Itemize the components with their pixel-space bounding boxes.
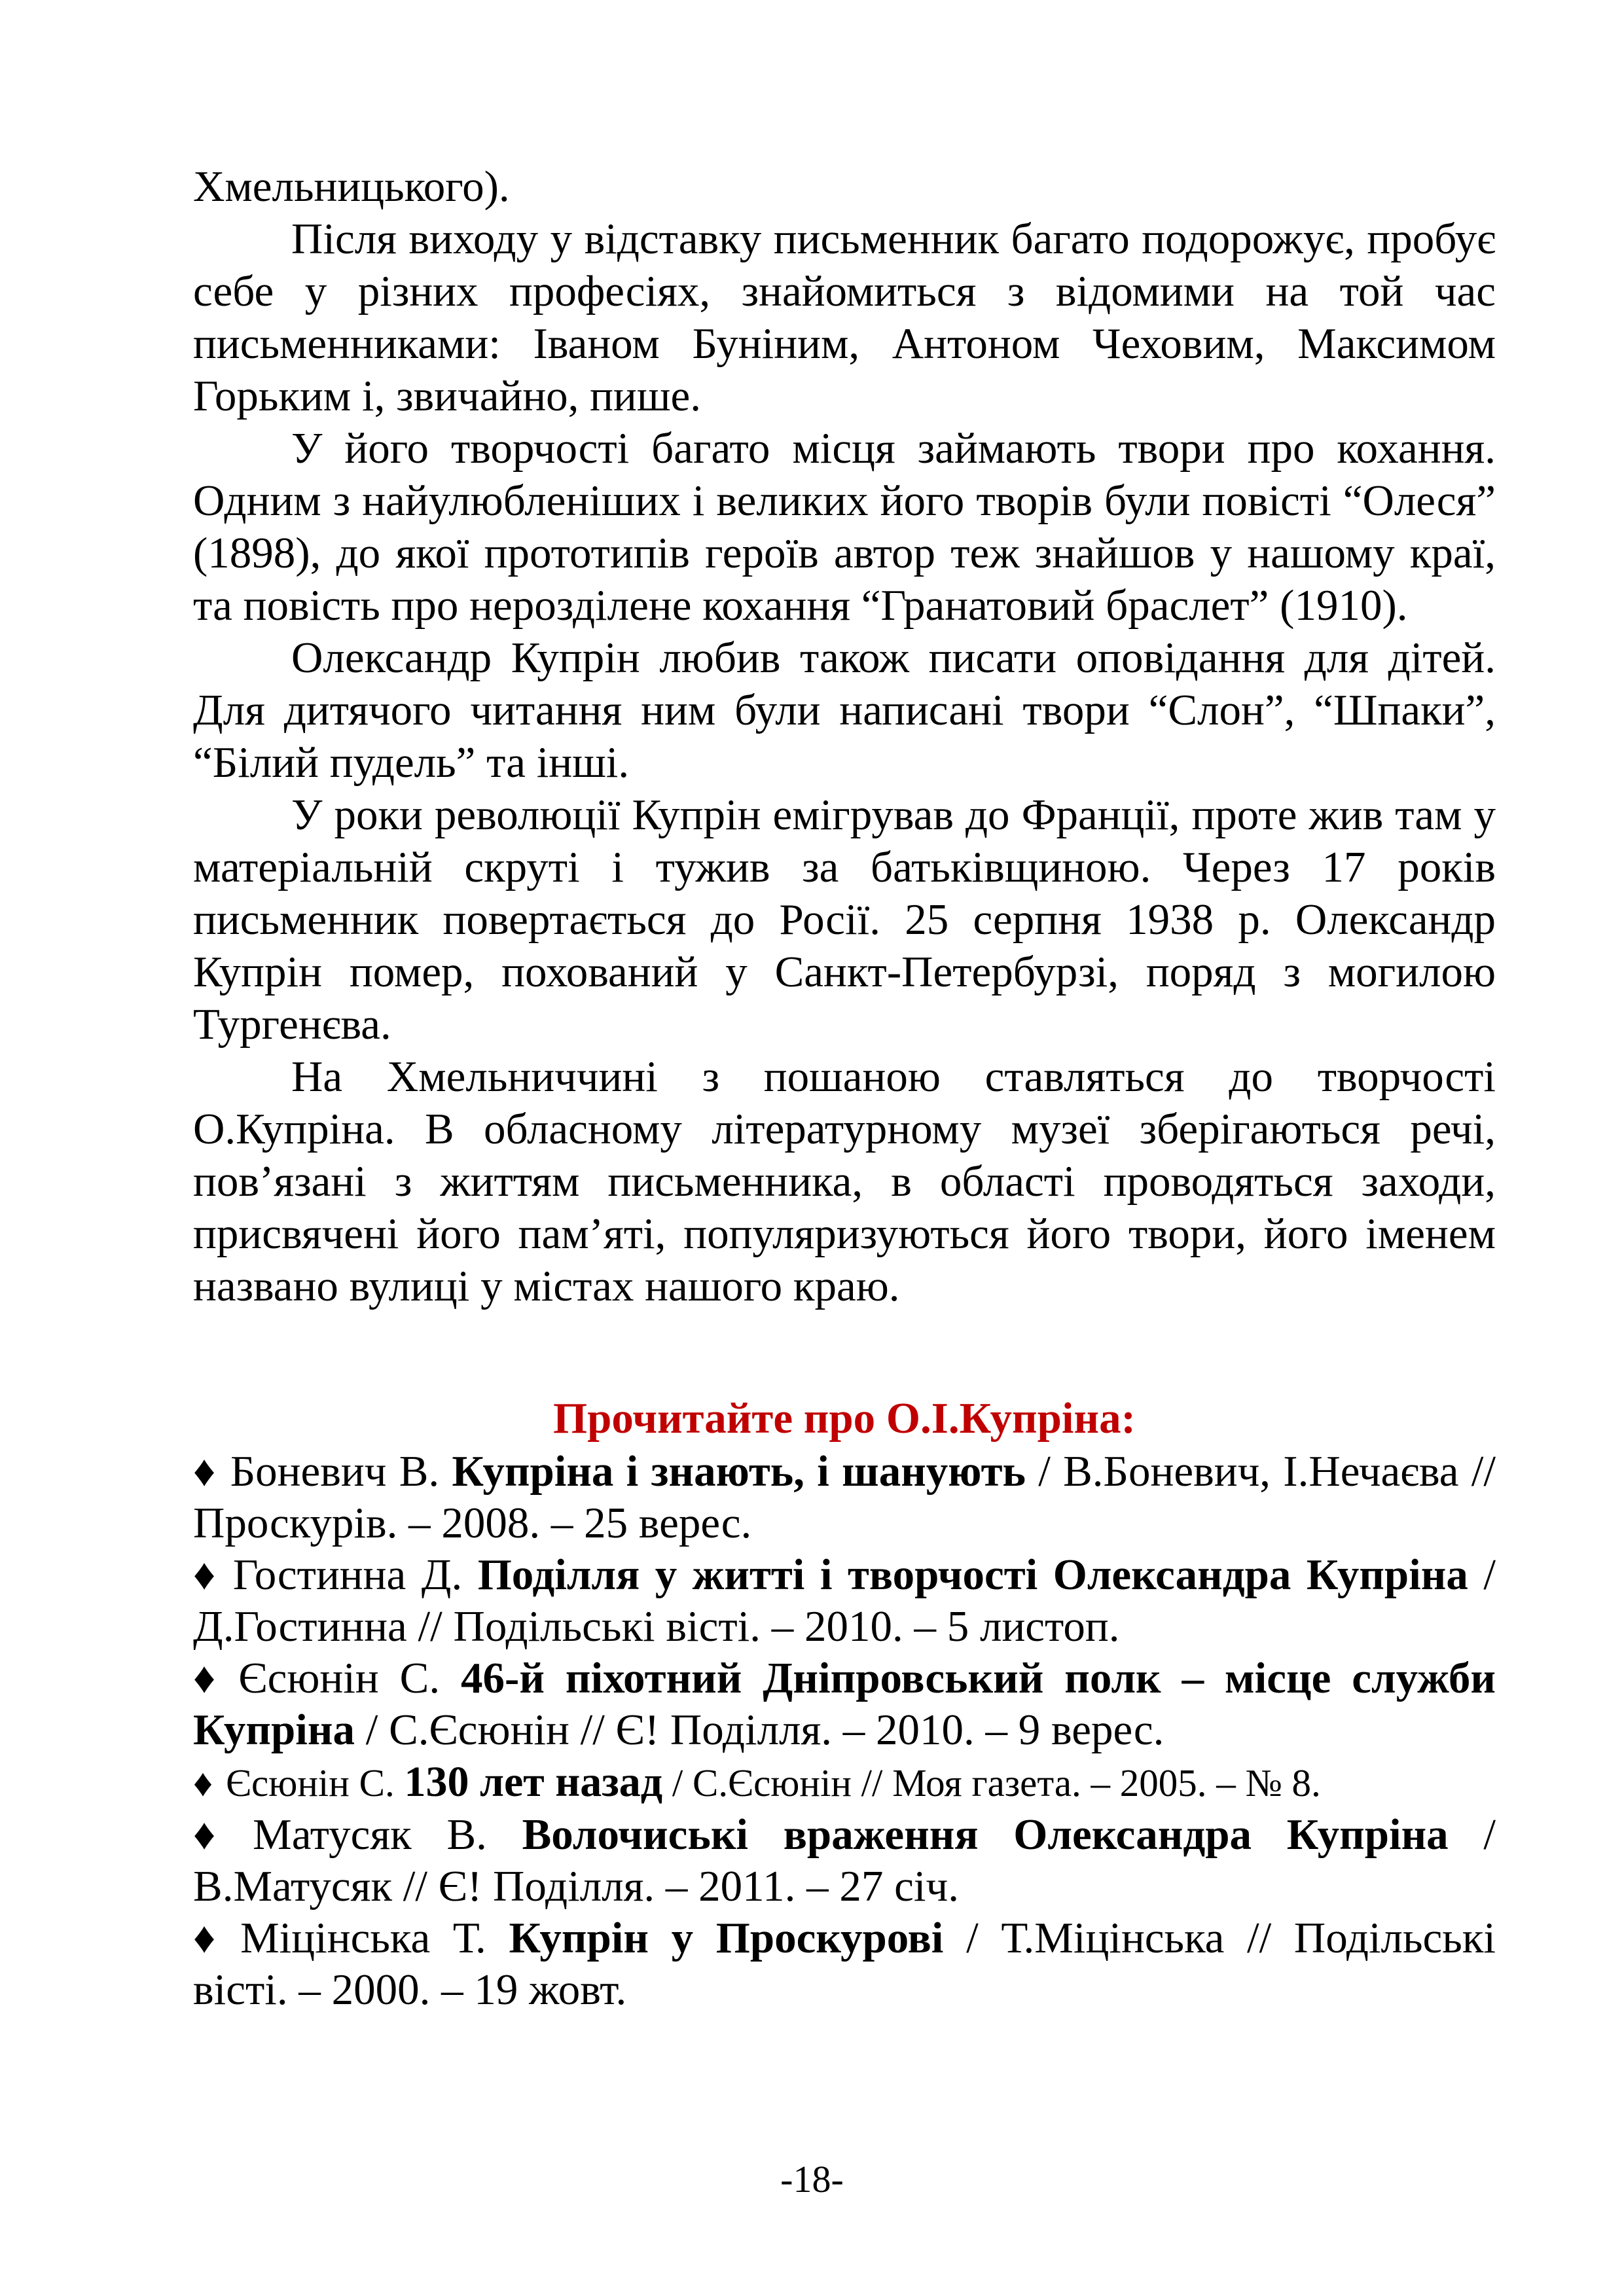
bibliography-title: Купрін у Проскурові — [509, 1914, 944, 1962]
bibliography-item — [193, 1446, 1496, 1549]
bibliography-source: / Т.Міцінська // Подільські вісті. – 2000. – 19 жовт. — [193, 1914, 1496, 2014]
bibliography-author: Єсюнін С. — [226, 1761, 395, 1804]
bibliography-title: Поділля у житті і творчості Олександра Купріна — [477, 1551, 1468, 1599]
paragraph-love-works: У його творчості багато місця займають твори про кохання. Одним з найулюбленіших і великих його творів були повісті “Олеся” (1898), до якої прототипів героїв автор теж знайшов у нашому краї, та повість про нерозділене кохання “Гранатовий браслет” (1910). — [193, 424, 1496, 630]
paragraph-khmelnychchyna: На Хмельниччині з пошаною ставляться до творчості О.Купріна. В обласному літературному музеї зберігаються речі, пов’язані з життям письменника, в області проводяться заходи, присвячені його пам’яті, популяризуються його твори, його іменем названо вулиці у містах нашого краю. — [193, 1052, 1496, 1310]
diamond-bullet-icon: ♦ — [193, 1654, 226, 1702]
bibliography-author: Гостинна Д. — [232, 1551, 463, 1599]
diamond-bullet-icon: ♦ — [193, 1447, 217, 1496]
paragraph-travels: Після виходу у відставку письменник багато подорожує, пробує себе у різних професіях, знайомиться з відомими на той час письменниками: Іваном Буніним, Антоном Чеховим, Максимом Горьким і, звичайно, пише. — [193, 215, 1496, 420]
bibliography-title: Волочиські враження Олександра Купріна — [522, 1810, 1449, 1859]
diamond-bullet-icon: ♦ — [193, 1810, 240, 1859]
bibliography-author: Матусяк В. — [253, 1810, 487, 1859]
bibliography-item — [193, 1912, 1496, 2016]
bibliography-title: Купріна і знають, і шанують — [452, 1447, 1026, 1496]
bibliography-item — [193, 1756, 1496, 1809]
page-body — [193, 160, 1496, 2016]
bibliography-author: Боневич В. — [230, 1447, 440, 1496]
bibliography-item — [193, 1809, 1496, 1912]
bibliography-source: / С.Єсюнін // Є! Поділля. – 2010. – 9 верес. — [365, 1706, 1164, 1754]
bibliography-title: 130 лет назад — [404, 1758, 663, 1806]
diamond-bullet-icon: ♦ — [193, 1761, 213, 1804]
diamond-bullet-icon: ♦ — [193, 1914, 228, 1962]
bibliography-item — [193, 1653, 1496, 1756]
paragraph-continuation: Хмельницького). — [193, 162, 510, 211]
bibliography-source: / В.Матусяк // Є! Поділля. – 2011. – 27 січ. — [193, 1810, 1496, 1910]
bibliography-source: / Д.Гостинна // Подільські вісті. – 2010. – 5 листоп. — [193, 1551, 1496, 1651]
bibliography-source: / В.Боневич, І.Нечаєва // Проскурів. – 2008. – 25 верес. — [193, 1447, 1496, 1547]
bibliography-title: 46-й піхотний Дніпровський полк – місце служби Купріна — [193, 1654, 1496, 1754]
bibliography-item — [193, 1549, 1496, 1653]
paragraph-children-stories: Олександр Купрін любив також писати оповідання для дітей. Для дитячого читання ним були написані твори “Слон”, “Шпаки”, “Білий пудель” та інші. — [193, 634, 1496, 787]
bibliography-heading: Прочитайте про О.І.Купріна: — [553, 1394, 1136, 1443]
diamond-bullet-icon: ♦ — [193, 1551, 220, 1599]
paragraph-emigration: У роки революції Купрін емігрував до Франції, проте жив там у матеріальній скруті і тужив за батьківщиною. Через 17 років письменник повертається до Росії. 25 серпня 1938 р. Олександр Купрін помер, похований у Санкт-Петербурзі, поряд з могилою Тургенєва. — [193, 791, 1496, 1049]
bibliography-source: / С.Єсюнін // Моя газета. – 2005. – № 8. — [672, 1761, 1321, 1804]
page-number: -18- — [780, 2158, 844, 2200]
bibliography-author: Міцінська Т. — [240, 1914, 486, 1962]
bibliography-author: Єсюнін С. — [238, 1654, 441, 1702]
